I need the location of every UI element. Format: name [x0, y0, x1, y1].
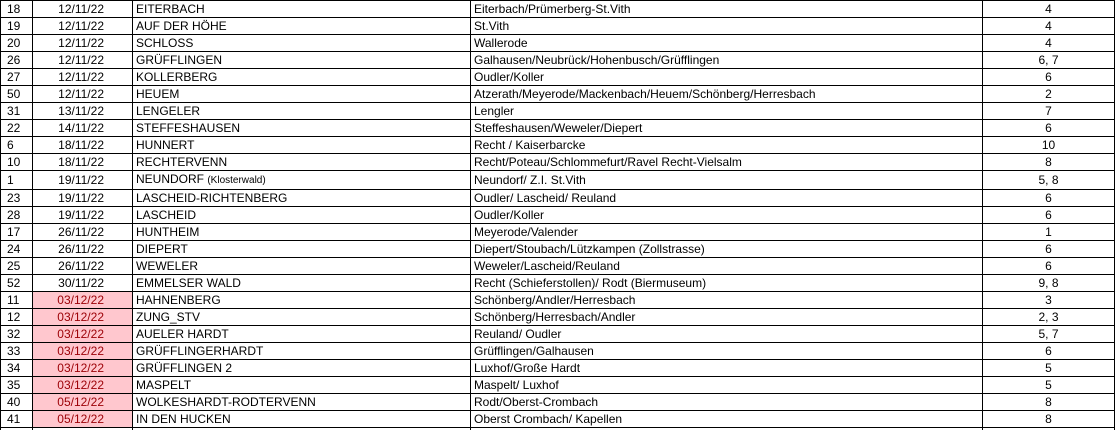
row-date: 12/11/22: [33, 18, 133, 35]
row-area-name: LASCHEID: [133, 207, 471, 224]
table-row: [1, 241, 1115, 258]
row-number: 23: [1, 190, 33, 207]
row-number: 35: [1, 377, 33, 394]
row-area-name: HUNTHEIM: [133, 224, 471, 241]
row-area-name: GRÜFFLINGERHARDT: [133, 343, 471, 360]
row-route: Lengler: [471, 103, 983, 120]
row-zone-number: 10: [983, 137, 1115, 154]
row-route: Schönberg/Herresbach/Andler: [471, 309, 983, 326]
table-row: [1, 258, 1115, 275]
row-number: 24: [1, 241, 33, 258]
row-date: 19/11/22: [33, 190, 133, 207]
row-route: Wallerode: [471, 35, 983, 52]
row-date: 05/12/22: [33, 411, 133, 428]
row-area-name: DIEPERT: [133, 241, 471, 258]
row-number: 28: [1, 207, 33, 224]
row-area-name: EMMELSER WALD: [133, 275, 471, 292]
row-date: 12/11/22: [33, 35, 133, 52]
table-row: [1, 52, 1115, 69]
row-number: 22: [1, 120, 33, 137]
row-zone-number: 6: [983, 120, 1115, 137]
row-date: 26/11/22: [33, 224, 133, 241]
table-row: [1, 18, 1115, 35]
row-zone-number: 8: [983, 411, 1115, 428]
row-number: 33: [1, 343, 33, 360]
row-route: Diepert/Stoubach/Lützkampen (Zollstrasse): [471, 241, 983, 258]
row-area-name: GRÜFFLINGEN: [133, 52, 471, 69]
row-number: 1: [1, 171, 33, 190]
row-number: 17: [1, 224, 33, 241]
row-area-name: STEFFESHAUSEN: [133, 120, 471, 137]
table-row: [1, 275, 1115, 292]
row-number: 52: [1, 275, 33, 292]
row-date: 19/11/22: [33, 207, 133, 224]
row-number: 41: [1, 411, 33, 428]
row-area-name: RECHTERVENN: [133, 154, 471, 171]
row-route: Oudler/Koller: [471, 207, 983, 224]
row-route: Recht (Schieferstollen)/ Rodt (Biermuseum): [471, 275, 983, 292]
row-number: 31: [1, 103, 33, 120]
row-date: 03/12/22: [33, 377, 133, 394]
row-area-name: GRÜFFLINGEN 2: [133, 360, 471, 377]
table-row: [1, 137, 1115, 154]
table-row: [1, 394, 1115, 411]
row-area-name: ZUNG_STV: [133, 309, 471, 326]
row-route: Atzerath/Meyerode/Mackenbach/Heuem/Schönberg/Herresbach: [471, 86, 983, 103]
row-area-name: IN DEN HUCKEN: [133, 411, 471, 428]
row-date: 03/12/22: [33, 326, 133, 343]
row-number: 19: [1, 18, 33, 35]
row-route: St.Vith: [471, 18, 983, 35]
row-date: 05/12/22: [33, 394, 133, 411]
row-area-name: NEUNDORF (Klosterwald): [133, 171, 471, 190]
table-row: [1, 292, 1115, 309]
row-zone-number: 6, 7: [983, 52, 1115, 69]
row-zone-number: 6: [983, 69, 1115, 86]
row-date: 12/11/22: [33, 69, 133, 86]
row-date: 13/11/22: [33, 103, 133, 120]
row-zone-number: 8: [983, 154, 1115, 171]
table-body: [1, 1, 1115, 430]
row-zone-number: 6: [983, 190, 1115, 207]
row-zone-number: 7: [983, 103, 1115, 120]
row-route: Recht / Kaiserbarcke: [471, 137, 983, 154]
table-row: [1, 120, 1115, 137]
row-date: 26/11/22: [33, 258, 133, 275]
row-zone-number: 5: [983, 360, 1115, 377]
row-area-name: LASCHEID-RICHTENBERG: [133, 190, 471, 207]
table-row: [1, 190, 1115, 207]
row-route: Meyerode/Valender: [471, 224, 983, 241]
table-row: [1, 154, 1115, 171]
row-zone-number: 3: [983, 292, 1115, 309]
row-date: 03/12/22: [33, 292, 133, 309]
table-row: [1, 86, 1115, 103]
row-area-name: AUF DER HÖHE: [133, 18, 471, 35]
row-area-name: HEUEM: [133, 86, 471, 103]
row-zone-number: 6: [983, 343, 1115, 360]
row-route: Maspelt/ Luxhof: [471, 377, 983, 394]
row-area-name: KOLLERBERG: [133, 69, 471, 86]
row-area-name: HAHNENBERG: [133, 292, 471, 309]
table-row: [1, 326, 1115, 343]
row-date: 12/11/22: [33, 86, 133, 103]
row-date: 03/12/22: [33, 360, 133, 377]
row-date: 18/11/22: [33, 154, 133, 171]
row-area-name: SCHLOSS: [133, 35, 471, 52]
table-row: [1, 377, 1115, 394]
row-date: 26/11/22: [33, 241, 133, 258]
row-date: 03/12/22: [33, 309, 133, 326]
row-area-name: EITERBACH: [133, 1, 471, 18]
row-date: 12/11/22: [33, 1, 133, 18]
row-route: Galhausen/Neubrück/Hohenbusch/Grüfflingen: [471, 52, 983, 69]
row-route: Grüfflingen/Galhausen: [471, 343, 983, 360]
table-row: [1, 343, 1115, 360]
row-route: Recht/Poteau/Schlommefurt/Ravel Recht-Vielsalm: [471, 154, 983, 171]
table-row: [1, 360, 1115, 377]
row-date: 12/11/22: [33, 52, 133, 69]
row-route: Steffeshausen/Weweler/Diepert: [471, 120, 983, 137]
row-date: 14/11/22: [33, 120, 133, 137]
row-date: 30/11/22: [33, 275, 133, 292]
row-zone-number: 5: [983, 377, 1115, 394]
row-zone-number: 8: [983, 394, 1115, 411]
row-route: Oudler/ Lascheid/ Reuland: [471, 190, 983, 207]
row-zone-number: 2, 3: [983, 309, 1115, 326]
row-route: Eiterbach/Prümerberg-St.Vith: [471, 1, 983, 18]
table-row: [1, 171, 1115, 190]
row-area-name: WOLKESHARDT-RODTERVENN: [133, 394, 471, 411]
row-area-name: WEWELER: [133, 258, 471, 275]
row-date: 18/11/22: [33, 137, 133, 154]
table-row: [1, 69, 1115, 86]
row-zone-number: 6: [983, 241, 1115, 258]
table-row: [1, 411, 1115, 428]
row-route: Oberst Crombach/ Kapellen: [471, 411, 983, 428]
row-number: 40: [1, 394, 33, 411]
row-number: 6: [1, 137, 33, 154]
row-route: Luxhof/Große Hardt: [471, 360, 983, 377]
row-zone-number: 9, 8: [983, 275, 1115, 292]
row-route: Neundorf/ Z.I. St.Vith: [471, 171, 983, 190]
row-area-note: (Klosterwald): [207, 175, 265, 186]
row-zone-number: 4: [983, 1, 1115, 18]
row-number: 27: [1, 69, 33, 86]
row-date: 03/12/22: [33, 343, 133, 360]
table-row: [1, 35, 1115, 52]
row-zone-number: 4: [983, 18, 1115, 35]
table-row: [1, 207, 1115, 224]
row-number: 18: [1, 1, 33, 18]
table-row: [1, 1, 1115, 18]
row-route: Weweler/Lascheid/Reuland: [471, 258, 983, 275]
row-zone-number: 4: [983, 35, 1115, 52]
row-zone-number: 5, 7: [983, 326, 1115, 343]
row-zone-number: 1: [983, 224, 1115, 241]
row-route: Reuland/ Oudler: [471, 326, 983, 343]
row-number: 32: [1, 326, 33, 343]
table-row: [1, 103, 1115, 120]
row-number: 26: [1, 52, 33, 69]
row-number: 10: [1, 154, 33, 171]
row-route: Oudler/Koller: [471, 69, 983, 86]
row-area-name: HUNNERT: [133, 137, 471, 154]
row-zone-number: 6: [983, 207, 1115, 224]
row-route: Rodt/Oberst-Crombach: [471, 394, 983, 411]
row-zone-number: 2: [983, 86, 1115, 103]
row-date: 19/11/22: [33, 171, 133, 190]
table-row: [1, 309, 1115, 326]
row-area-name: AUELER HARDT: [133, 326, 471, 343]
row-number: 34: [1, 360, 33, 377]
row-zone-number: 5, 8: [983, 171, 1115, 190]
row-area-name: MASPELT: [133, 377, 471, 394]
row-zone-number: 6: [983, 258, 1115, 275]
row-area-name: LENGELER: [133, 103, 471, 120]
row-route: Schönberg/Andler/Herresbach: [471, 292, 983, 309]
row-number: 20: [1, 35, 33, 52]
row-number: 12: [1, 309, 33, 326]
row-number: 11: [1, 292, 33, 309]
row-number: 25: [1, 258, 33, 275]
row-number: 50: [1, 86, 33, 103]
table-row: [1, 224, 1115, 241]
